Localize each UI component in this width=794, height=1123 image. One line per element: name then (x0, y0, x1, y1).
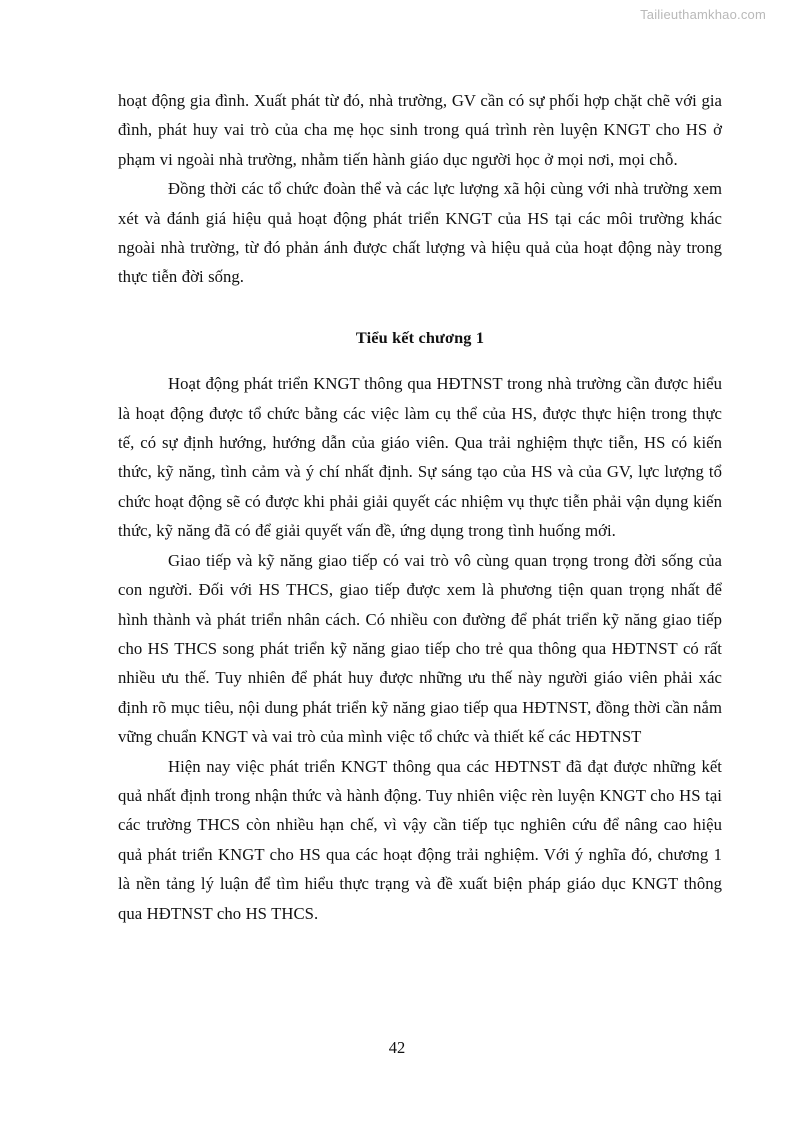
paragraph-1: hoạt động gia đình. Xuất phát từ đó, nhà trường, GV cần có sự phối hợp chặt chẽ với gia đình, phát huy vai trò của cha mẹ học sinh trong quá trình rèn luyện KNGT cho HS ở phạm vi ngoài nhà trường, nhằm tiến hành giáo dục người học ở mọi nơi, mọi chỗ. (118, 91, 722, 169)
page-body (118, 86, 722, 928)
page-number: 42 (388, 1038, 406, 1057)
section-heading: Tiểu kết chương 1 (355, 327, 485, 347)
paragraph-2: Đồng thời các tổ chức đoàn thể và các lực lượng xã hội cùng với nhà trường xem xét và đánh giá hiệu quả hoạt động phát triển KNGT của HS tại các môi trường khác ngoài nhà trường, từ đó phản ánh được chất lượng và hiệu quả của hoạt động này trong thực tiễn đời sống. (118, 179, 722, 287)
watermark-label: Tailieuthamkhao.com (640, 7, 766, 22)
paragraph-3: Hoạt động phát triển KNGT thông qua HĐTNST trong nhà trường cần được hiểu là hoạt động được tổ chức bằng các việc làm cụ thể của HS, được thực hiện trong thực tế, có sự định hướng, hướng dẫn của giáo viên. Qua trải nghiệm thực tiễn, HS có kiến thức, kỹ năng, tình cảm và ý chí nhất định. Sự sáng tạo của HS và của GV, lực lượng tổ chức hoạt động sẽ có được khi phải giải quyết các nhiệm vụ thực tiễn phải vận dụng kiến thức, kỹ năng đã có để giải quyết vấn đề, ứng dụng trong tình huống mới. (118, 374, 722, 541)
paragraph-5: Hiện nay việc phát triển KNGT thông qua các HĐTNST đã đạt được những kết quả nhất định trong nhận thức và hành động. Tuy nhiên việc rèn luyện KNGT cho HS tại các trường THCS còn nhiều hạn chế, vì vậy cần tiếp tục nghiên cứu để nâng cao hiệu quả phát triển KNGT cho HS qua các hoạt động trải nghiệm. Với ý nghĩa đó, chương 1 là nền tảng lý luận để tìm hiểu thực trạng và đề xuất biện pháp giáo dục KNGT thông qua HĐTNST cho HS THCS. (118, 756, 722, 923)
heading-spacer-top (118, 292, 722, 323)
paragraph-4: Giao tiếp và kỹ năng giao tiếp có vai trò vô cùng quan trọng trong đời sống của con người. Đối với HS THCS, giao tiếp được xem là phương tiện quan trọng nhất để hình thành và phát triển nhân cách. Có nhiều con đường để phát triển kỹ năng giao tiếp cho HS THCS song phát triển kỹ năng giao tiếp cho trẻ qua thông qua HĐTNST có rất nhiều ưu thế. Tuy nhiên để phát huy được những ưu thế này người giáo viên phải xác định rõ mục tiêu, nội dung phát triển kỹ năng giao tiếp qua HĐTNST, đồng thời cần nắm vững chuẩn KNGT và vai trò của mình việc tổ chức và thiết kế các HĐTNST (118, 550, 722, 747)
heading-spacer-bottom (118, 352, 722, 369)
